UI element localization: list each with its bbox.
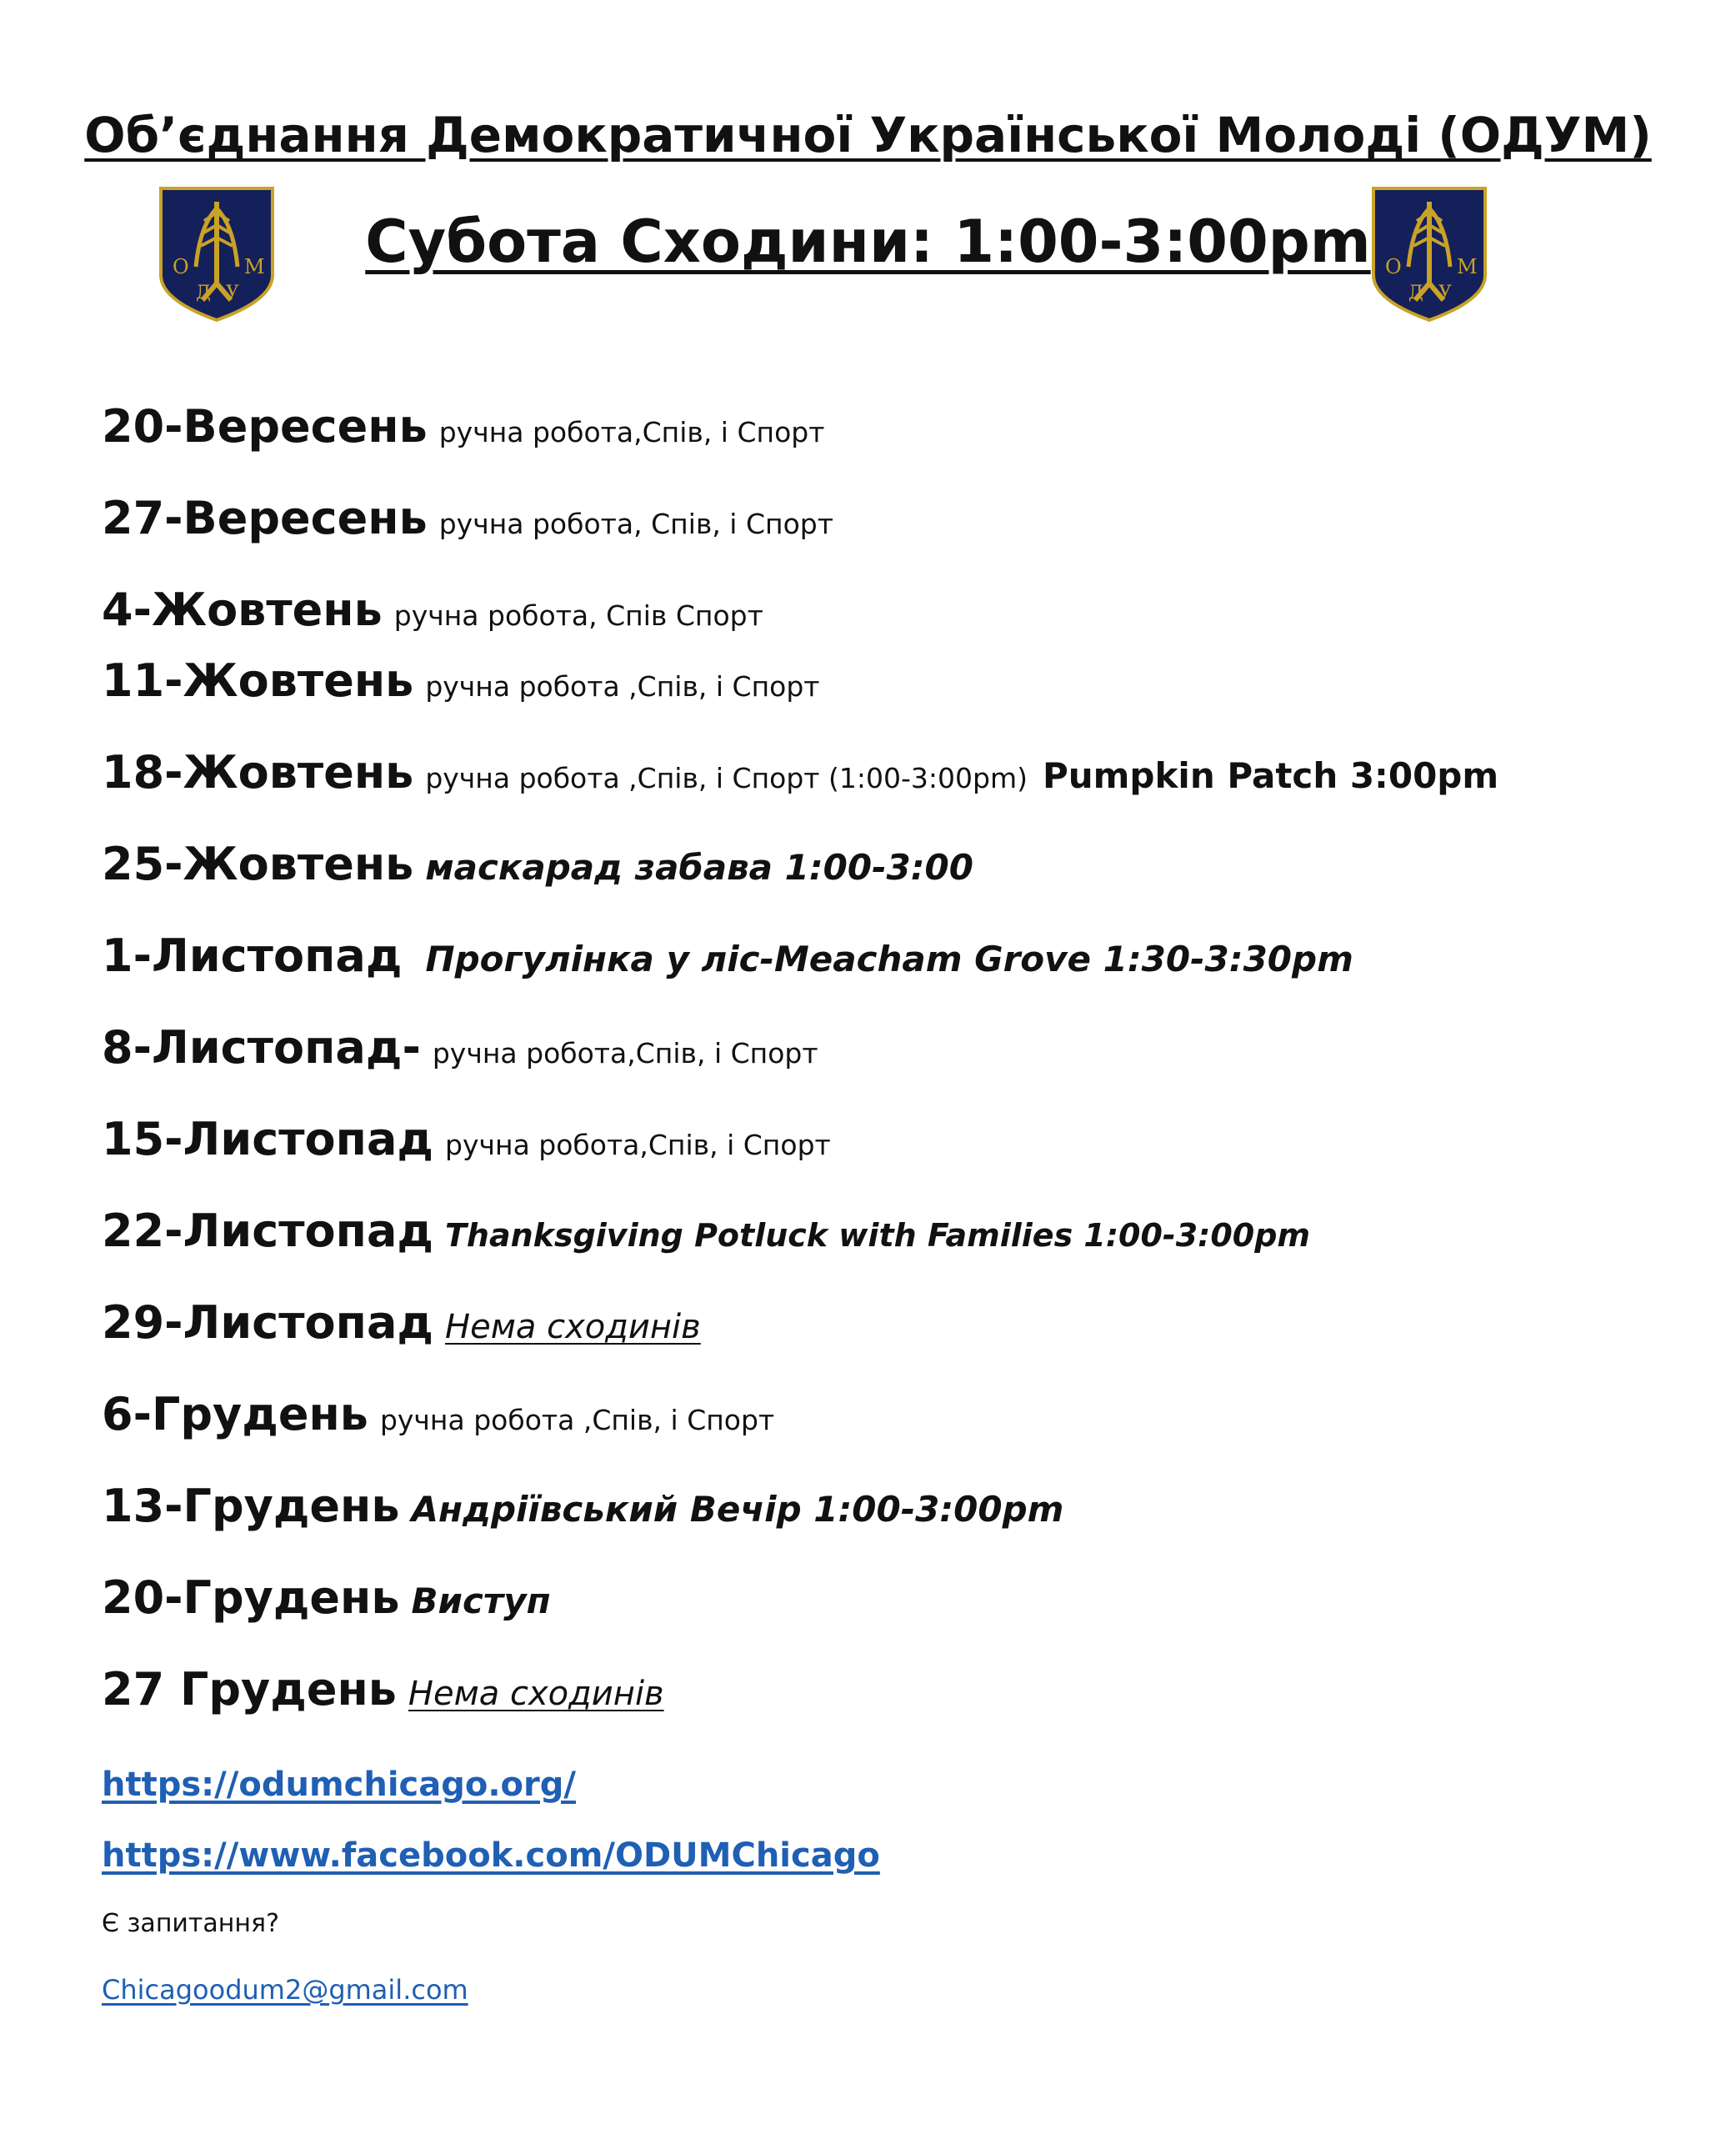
event-date: 18-Жовтень	[102, 746, 414, 799]
event-activity: ручна робота, Спів, і Спорт	[438, 508, 833, 540]
event-activity: Виступ	[411, 1580, 551, 1621]
schedule-item	[102, 1663, 664, 1716]
crest-letter-m: М	[1457, 255, 1478, 278]
schedule-item	[102, 929, 1353, 982]
event-activity: маскарад забава 1:00-3:00	[425, 847, 973, 888]
event-activity: Прогулінка у ліс-Meacham Grove 1:30-3:30pm	[425, 939, 1353, 979]
event-date: 25-Жовтень	[102, 838, 414, 890]
facebook-link[interactable]: https://www.facebook.com/ODUMChicago	[102, 1836, 880, 1875]
organization-title-text: Об’єднання Демократичної Української Молоді (ОДУМ)	[84, 107, 1652, 163]
website-link[interactable]: https://odumchicago.org/	[102, 1766, 577, 1804]
event-date: 8-Листопад-	[102, 1021, 421, 1074]
event-activity: Андріївський Вечір 1:00-3:00pm	[411, 1489, 1064, 1530]
event-activity: ручна робота ,Спів, і Спорт (1:00-3:00pm)	[425, 762, 1028, 794]
event-activity: ручна робота ,Спів, і Спорт	[379, 1404, 775, 1436]
event-activity: ручна робота,Спів, і Спорт	[432, 1037, 818, 1070]
crest-letter-o: О	[1385, 255, 1402, 278]
event-activity: ручна робота, Спів Спорт	[393, 599, 763, 632]
contact-question: Є запитання?	[102, 1909, 279, 1938]
event-activity: ручна робота,Спів, і Спорт	[438, 416, 825, 448]
crest-letter-u: У	[1438, 283, 1452, 303]
schedule-item	[102, 1021, 818, 1074]
schedule-item	[102, 746, 1498, 799]
schedule-item	[102, 1480, 1063, 1532]
event-activity: Thanksgiving Potluck with Families 1:00-3:00pm	[445, 1217, 1311, 1254]
event-date: 29-Листопад	[102, 1296, 434, 1349]
event-activity: Нема сходинів	[445, 1308, 701, 1346]
crest-letter-d: Д	[196, 283, 211, 303]
event-date: 13-Грудень	[102, 1480, 400, 1532]
schedule-item	[102, 492, 833, 544]
schedule-item	[102, 400, 824, 453]
schedule-item	[102, 1296, 701, 1349]
schedule-item	[102, 654, 820, 707]
event-date: 4-Жовтень	[102, 584, 383, 636]
schedule-item	[102, 1205, 1310, 1257]
meeting-time-title-text: Субота Сходини: 1:00-3:00pm	[365, 208, 1371, 276]
event-date: 6-Грудень	[102, 1388, 368, 1440]
schedule-item	[102, 584, 763, 636]
schedule-item	[102, 1113, 831, 1165]
event-date: 11-Жовтень	[102, 654, 414, 707]
schedule-item	[102, 1571, 551, 1624]
event-date: 27-Вересень	[102, 492, 428, 544]
event-date: 1-Листопад	[102, 929, 403, 982]
odum-crest-right-logo	[1367, 183, 1492, 323]
event-date: 27 Грудень	[102, 1663, 397, 1716]
event-date: 20-Вересень	[102, 400, 428, 453]
event-date: 22-Листопад	[102, 1205, 434, 1257]
event-activity: ручна робота ,Спів, і Спорт	[425, 670, 820, 703]
crest-letter-o: О	[173, 255, 189, 278]
event-date: 20-Грудень	[102, 1571, 400, 1624]
event-date: 15-Листопад	[102, 1113, 434, 1165]
contact-email-link[interactable]: Chicagoodum2@gmail.com	[102, 1974, 468, 2006]
event-activity: Нема сходинів	[408, 1675, 664, 1713]
event-activity: ручна робота,Спів, і Спорт	[445, 1129, 831, 1161]
crest-letter-m: М	[244, 255, 265, 278]
crest-letter-u: У	[226, 283, 239, 303]
organization-title	[0, 102, 1736, 168]
schedule-item	[102, 1388, 774, 1440]
schedule-item	[102, 838, 973, 890]
crest-letter-d: Д	[1408, 283, 1423, 303]
event-extra: Pumpkin Patch 3:00pm	[1042, 755, 1499, 796]
odum-crest-left-logo	[154, 183, 279, 323]
